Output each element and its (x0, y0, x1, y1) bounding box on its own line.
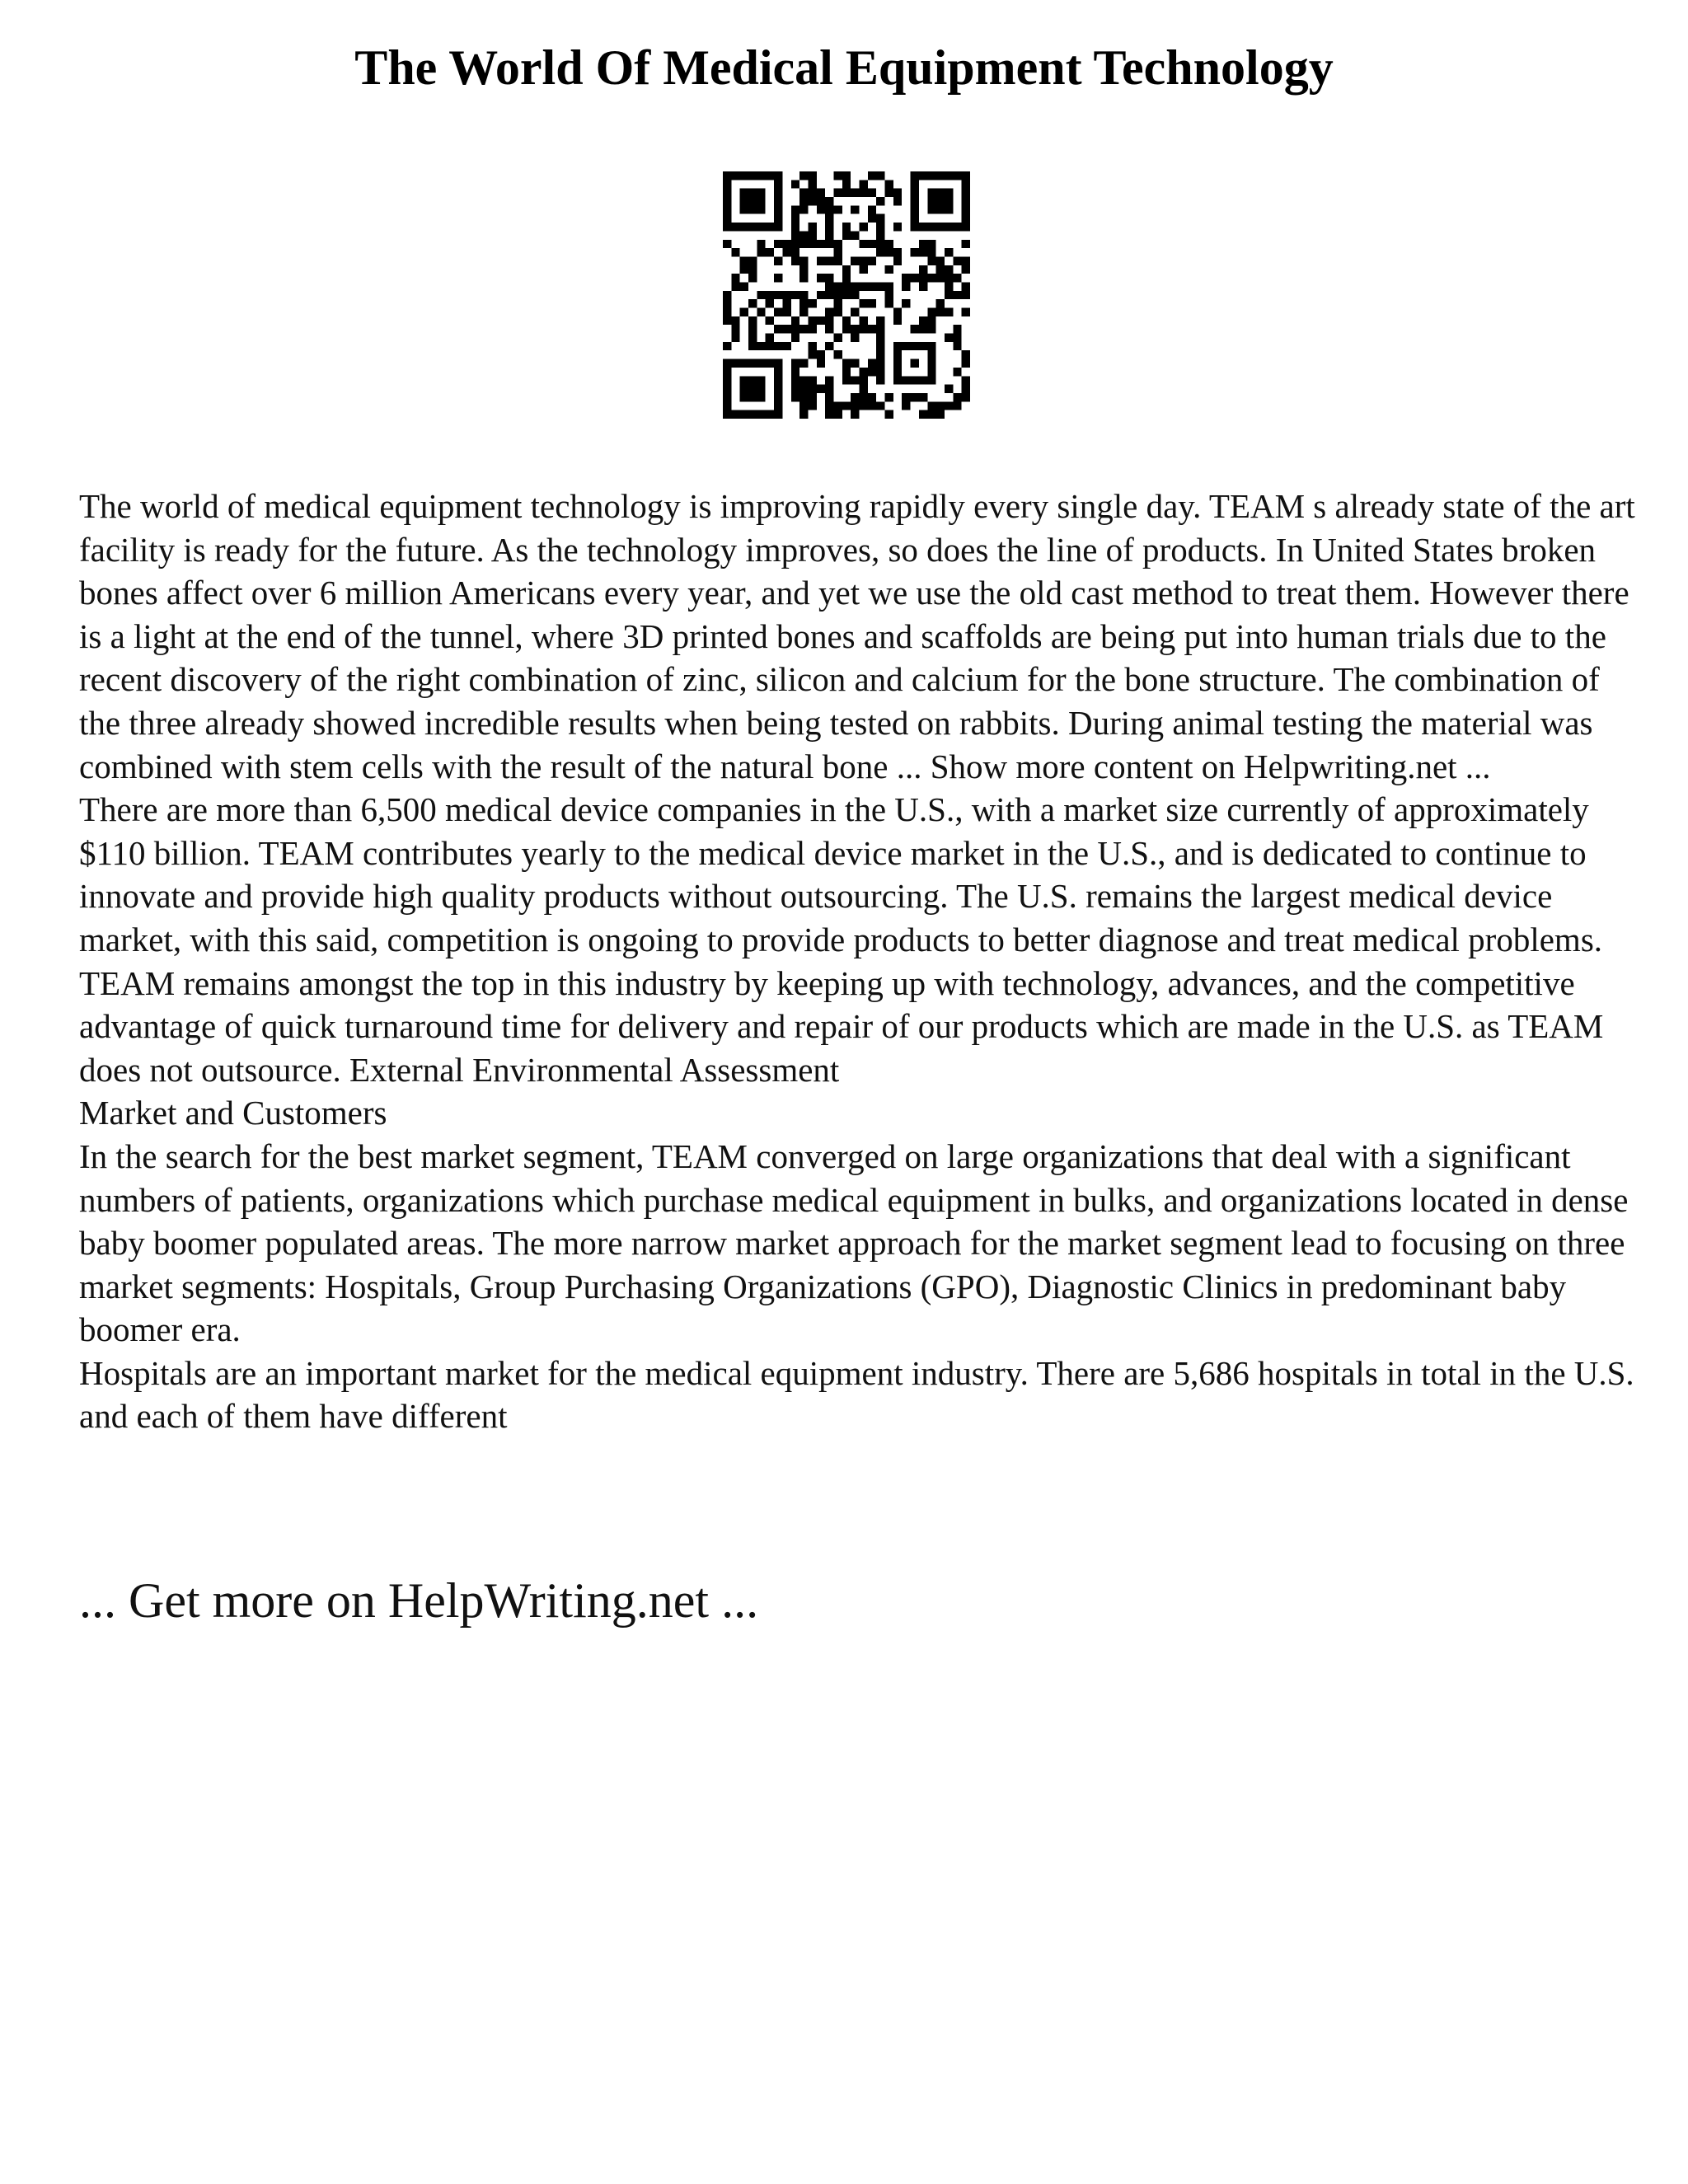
body-paragraph: Hospitals are an important market for the medical equipment industry. There are 5,686 hospitals in total in the U.S. and each of them have different (79, 1353, 1634, 1436)
section-heading: Market and Customers (79, 1094, 387, 1132)
qr-code-icon (723, 171, 970, 419)
body-paragraph: In the search for the best market segment, TEAM converged on large organizations that deal with a significant numbers of patients, organizations which purchase medical equipment in bulks, and organizations located in dense baby boomer populated areas. The more narrow market approach for the market segment lead to focusing on three market segments: Hospitals, Group Purchasing Organizations (GPO), Diagnostic Clinics in predominant baby boomer era. (79, 1137, 1629, 1349)
document-body (79, 485, 1645, 1438)
document-title: The World Of Medical Equipment Technology (354, 40, 1334, 95)
get-more-link[interactable]: ... Get more on HelpWriting.net ... (79, 1573, 759, 1628)
body-paragraph: The world of medical equipment technology is improving rapidly every single day. TEAM s already state of the art facility is ready for the future. As the technology improves, so does the line of products. In United States broken bones affect over 6 million Americans every year, and yet we use the old cast method to treat them. However there is a light at the end of the tunnel, where 3D printed bones and scaffolds are being put into human trials due to the recent discovery of the right combination of zinc, silicon and calcium for the bone structure. The combination of the three already showed incredible results when being tested on rabbits. During animal testing the material was combined with stem cells with the result of the natural bone ... Show more content on Helpwriting.net ... (79, 487, 1635, 785)
body-paragraph: There are more than 6,500 medical device companies in the U.S., with a market size currently of approximately $110 billion. TEAM contributes yearly to the medical device market in the U.S., and is dedicated to continue to innovate and provide high quality products without outsourcing. The U.S. remains the largest medical device market, with this said, competition is ongoing to provide products to better diagnose and treat medical problems. TEAM remains amongst the top in this industry by keeping up with technology, advances, and the competitive advantage of quick turnaround time for delivery and repair of our products which are made in the U.S. as TEAM does not outsource. External Environmental Assessment (79, 790, 1604, 1089)
